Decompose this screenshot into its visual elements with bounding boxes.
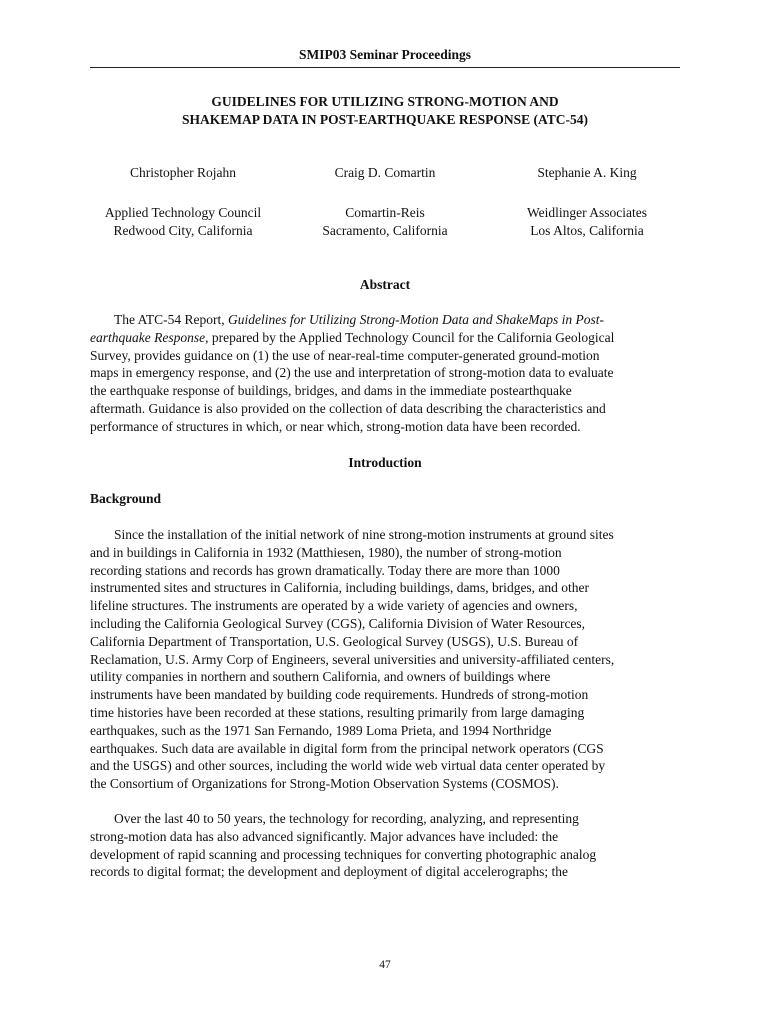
abstract-line	[90, 418, 680, 436]
author-1	[83, 164, 283, 240]
text-run: The ATC-54 Report,	[114, 312, 228, 327]
author-2	[285, 164, 485, 240]
paragraph-line: Over the last 40 to 50 years, the technology for recording, analyzing, and representing	[114, 811, 579, 826]
abstract-line	[90, 311, 680, 329]
header-rule	[90, 67, 680, 68]
abstract-paragraph	[90, 311, 680, 436]
paper-title	[90, 93, 680, 129]
abstract-line	[90, 400, 680, 418]
text-run: Survey, provides guidance on (1) the use of near-real-time computer-generated ground-motion	[90, 347, 600, 363]
paragraph-line: the Consortium of Organizations for Strong-Motion Observation Systems (COSMOS).	[90, 776, 559, 792]
paragraph-line: including the California Geological Survey (CGS), California Division of Water Resources,	[90, 615, 586, 631]
author-name: Craig D. Comartin	[334, 165, 436, 180]
paragraph-line: Since the installation of the initial network of nine strong-motion instruments at ground sites	[114, 527, 614, 542]
text-run: performance of structures in which, or near which, strong-motion data have been recorded.	[90, 418, 581, 434]
page-number: 47	[379, 959, 391, 971]
author-location: Los Altos, California	[530, 223, 644, 238]
paragraph-line: earthquakes. Such data are available in digital form from the principal network operators (CGS	[90, 740, 604, 756]
author-name: Stephanie A. King	[537, 165, 637, 180]
paragraph-line: records to digital format; the development and deployment of digital accelerographs; the	[90, 864, 568, 880]
paragraph-line: instrumented sites and structures in California, including buildings, dams, bridges, and other	[90, 580, 590, 596]
paper-page	[90, 0, 680, 1024]
text-run: the earthquake response of buildings, bridges, and dams in the immediate postearthquake	[90, 383, 572, 399]
running-head: SMIP03 Seminar Proceedings	[299, 47, 471, 62]
paragraph-line: lifeline structures. The instruments are operated by a wide variety of agencies and owners,	[90, 598, 578, 614]
author-location: Redwood City, California	[113, 223, 253, 238]
author-location: Sacramento, California	[322, 223, 448, 238]
introduction-heading: Introduction	[348, 455, 422, 470]
text-run: maps in emergency response, and (2) the use and interpretation of strong-motion data to evaluate	[90, 365, 614, 381]
paragraph-line: California Department of Transportation, U.S. Geological Survey (USGS), U.S. Bureau of	[90, 633, 579, 649]
paragraph-line: earthquakes, such as the 1971 San Fernando, 1989 Loma Prieta, and 1994 Northridge	[90, 722, 552, 738]
paragraph-line: development of rapid scanning and processing techniques for converting photographic analog	[90, 846, 597, 862]
background-paragraph-1	[90, 526, 680, 793]
title-line-1: GUIDELINES FOR UTILIZING STRONG-MOTION AND	[211, 94, 559, 109]
paragraph-line: instruments have been mandated by building code requirements. Hundreds of strong-motion	[90, 687, 589, 703]
text-run: aftermath. Guidance is also provided on the collection of data describing the characteristics and	[90, 400, 606, 416]
paragraph-line: strong-motion data has also advanced significantly. Major advances have included: the	[90, 828, 559, 844]
paragraph-line: time histories have been recorded at these stations, resulting primarily from large damaging	[90, 704, 585, 720]
text-run: , prepared by the Applied Technology Council for the California Geological	[205, 329, 615, 345]
paragraph-line: and in buildings in California in 1932 (Matthiesen, 1980), the number of strong-motion	[90, 544, 562, 560]
background-paragraph-2	[90, 810, 680, 881]
abstract-line	[90, 382, 680, 400]
abstract-heading: Abstract	[359, 277, 411, 292]
paragraph-line: utility companies in northern and southern California, and owners of buildings where	[90, 669, 551, 685]
author-affiliation: Applied Technology Council	[104, 205, 262, 220]
abstract-line	[90, 329, 680, 347]
paragraph-line: recording stations and records has grown dramatically. Today there are more than 1000	[90, 562, 560, 578]
abstract-line	[90, 364, 680, 382]
background-subheading: Background	[90, 491, 162, 506]
abstract-line	[90, 347, 680, 365]
paragraph-line: and the USGS) and other sources, including the world wide web virtual data center operated by	[90, 758, 606, 774]
paragraph-line: Reclamation, U.S. Army Corp of Engineers, several universities and university-affiliated centers,	[90, 651, 615, 667]
italic-title-run: earthquake Response	[90, 329, 206, 345]
title-line-2: SHAKEMAP DATA IN POST-EARTHQUAKE RESPONSE (ATC-54)	[182, 112, 588, 127]
author-3	[487, 164, 687, 240]
author-affiliation: Weidlinger Associates	[526, 205, 647, 220]
author-name: Christopher Rojahn	[129, 165, 237, 180]
author-affiliation: Comartin-Reis	[345, 205, 425, 220]
italic-title-run: Guidelines for Utilizing Strong-Motion Data and ShakeMaps in Post-	[228, 312, 604, 327]
